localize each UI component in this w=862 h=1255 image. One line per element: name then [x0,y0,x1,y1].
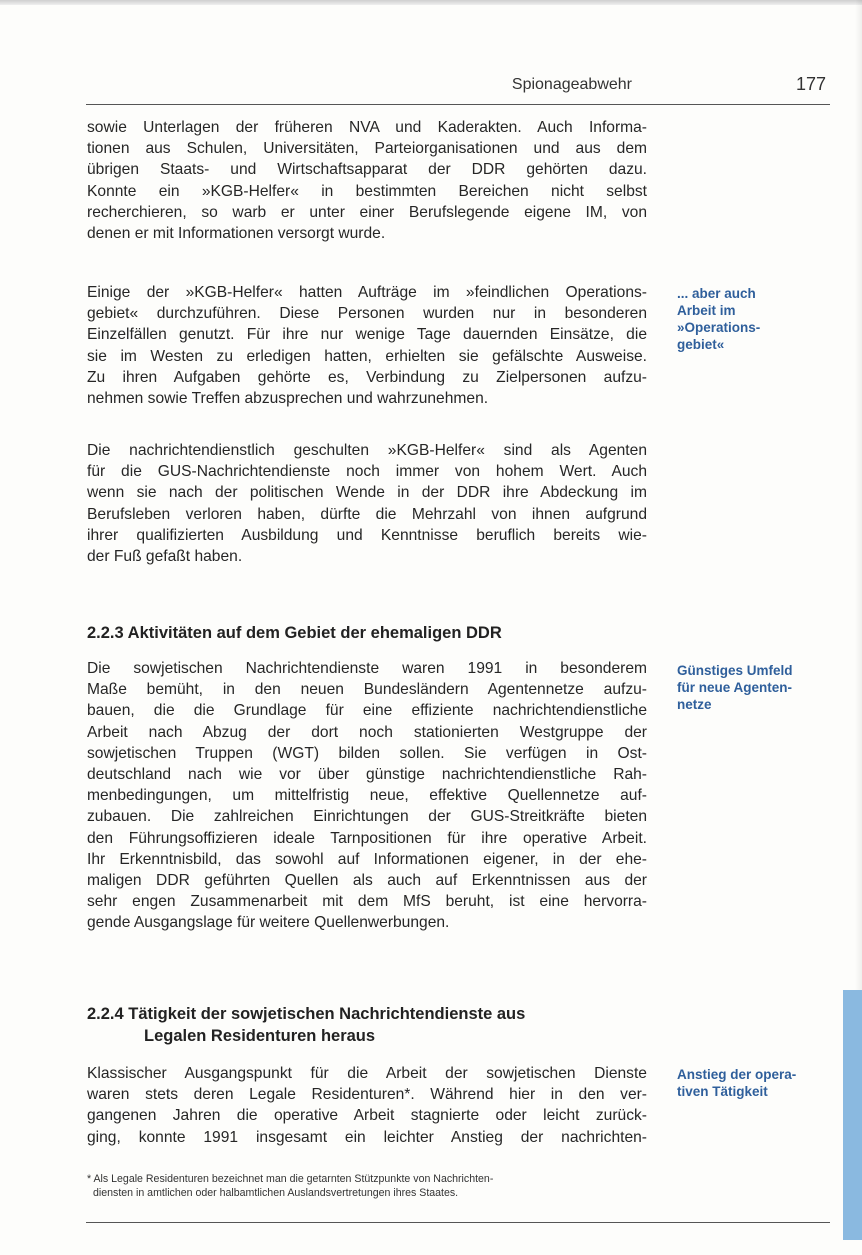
section-heading-2-2-4 [87,1003,647,1047]
text-line: Arbeit nach Abzug der dort noch stationierten Westgruppe der [87,723,647,741]
text-line: den Führungsoffizieren ideale Tarnpositionen für ihre operative Arbeit. [87,829,647,847]
margin-note-3 [677,1066,827,1100]
body-paragraph-4 [87,658,647,934]
text-line: Berufsleben verloren haben, dürfte die Mehrzahl von ihnen aufgrund [87,505,647,523]
running-title: Spionageabwehr [511,76,632,93]
footnote [87,1172,657,1200]
text-line: wenn sie nach der politischen Wende in der DDR ihre Abdeckung im [87,484,647,502]
text-line: tionen aus Schulen, Universitäten, Parteiorganisationen und aus dem [87,140,647,158]
text-line: recherchieren, so warb er unter einer Berufslegende eigene IM, von [87,203,647,221]
text-line: gebiet« durchzuführen. Diese Personen wurden nur in besonderen [87,305,647,323]
bottom-rule [86,1222,830,1223]
text-line: zubauen. Die zahlreichen Einrichtungen der GUS-Streitkräfte bieten [87,808,647,826]
body-paragraph-1 [87,117,647,244]
body-paragraph-3 [87,440,647,567]
margin-note-line: Günstiges Umfeld [677,663,793,678]
text-line: denen er mit Informationen versorgt wurde. [87,225,386,243]
text-line: Klassischer Ausgangspunkt für die Arbeit der sowjetischen Dienste [87,1065,647,1082]
text-line: waren stets deren Legale Residenturen*. Während hier in den ver- [87,1086,647,1104]
text-line: maligen DDR geführten Quellen als auch auf Erkenntnissen aus der [87,872,647,890]
margin-note-1 [677,285,827,353]
section-heading-2-2-3 [87,622,647,644]
margin-note-line: für neue Agenten- [677,680,793,695]
text-line: Einige der »KGB-Helfer« hatten Aufträge im »feindlichen Operations- [87,284,647,301]
text-line: übrigen Staats- und Wirtschaftsapparat der DDR gehörten dazu. [87,161,647,179]
page-header [86,74,830,105]
margin-note-line: »Operations- [677,320,761,335]
text-line: für die GUS-Nachrichtendienste noch immer von hohem Wert. Auch [87,463,647,481]
text-line: nehmen sowie Treffen abzusprechen und wahrzunehmen. [87,390,489,408]
page-top-edge [0,0,862,5]
margin-note-line: tiven Tätigkeit [677,1084,768,1099]
heading-line: 2.2.3 Aktivitäten auf dem Gebiet der ehemaligen DDR [87,624,502,642]
page-right-shadow [855,0,862,990]
text-line: gende Ausgangslage für weitere Quellenwerbungen. [87,914,450,932]
text-line: Die sowjetischen Nachrichtendienste waren 1991 in besonderem [87,660,647,677]
margin-note-line: Anstieg der opera- [677,1067,797,1082]
body-paragraph-5 [87,1063,647,1148]
text-line: sie im Westen zu erledigen hatten, erhielten sie gefälschte Ausweise. [87,347,647,365]
margin-note-line: ... aber auch [677,286,756,301]
footnote-line: diensten in amtlichen oder halbamtlichen Auslandsvertretungen ihres Staates. [93,1187,459,1199]
margin-note-line: gebiet« [677,337,725,352]
text-line: sehr engen Zusammenarbeit mit dem MfS beruht, ist eine hervorra- [87,893,647,911]
text-line: der Fuß gefaßt haben. [87,548,243,566]
footnote-line: * Als Legale Residenturen bezeichnet man die getarnten Stützpunkte von Nachrichten- [87,1173,494,1185]
heading-line: 2.2.4 Tätigkeit der sowjetischen Nachrichtendienste aus [87,1005,526,1023]
margin-note-line: netze [677,697,712,712]
text-line: menbedingungen, um mittelfristig neue, effektive Quellennetze auf- [87,787,647,805]
margin-note-line: Arbeit im [677,303,736,318]
text-line: Die nachrichtendienstlich geschulten »KGB-Helfer« sind als Agenten [87,442,647,459]
text-line: Zu ihren Aufgaben gehörte es, Verbindung zu Zielpersonen aufzu- [87,368,647,386]
text-line: Konnte ein »KGB-Helfer« in bestimmten Bereichen nicht selbst [87,182,647,200]
text-line: sowjetischen Truppen (WGT) bilden sollen. Sie verfügen in Ost- [87,744,647,762]
text-line: ihrer qualifizierten Ausbildung und Kenntnisse beruflich bereits wie- [87,526,647,544]
margin-note-2 [677,662,827,713]
text-line: Maße bemüht, in den neuen Bundesländern Agentennetze aufzu- [87,681,647,699]
text-line: gangenen Jahren die operative Arbeit stagnierte oder leicht zurück- [87,1107,647,1125]
thumb-index-tab [843,990,862,1240]
body-paragraph-2 [87,282,647,409]
text-line: deutschland nach wie vor über günstige nachrichtendienstliche Rah- [87,766,647,784]
heading-line: Legalen Residenturen heraus [144,1027,376,1045]
page-number: 177 [795,74,826,94]
text-line: Ihr Erkenntnisbild, das sowohl auf Informationen eigener, in der ehe- [87,850,647,868]
text-line: Einzelfällen genutzt. Für ihre nur wenige Tage dauernden Einsätze, die [87,326,647,344]
text-line: ging, konnte 1991 insgesamt ein leichter Anstieg der nachrichten- [87,1128,647,1146]
text-line: sowie Unterlagen der früheren NVA und Kaderakten. Auch Informa- [87,119,647,136]
text-line: bauen, die die Grundlage für eine effiziente nachrichtendienstliche [87,702,647,720]
